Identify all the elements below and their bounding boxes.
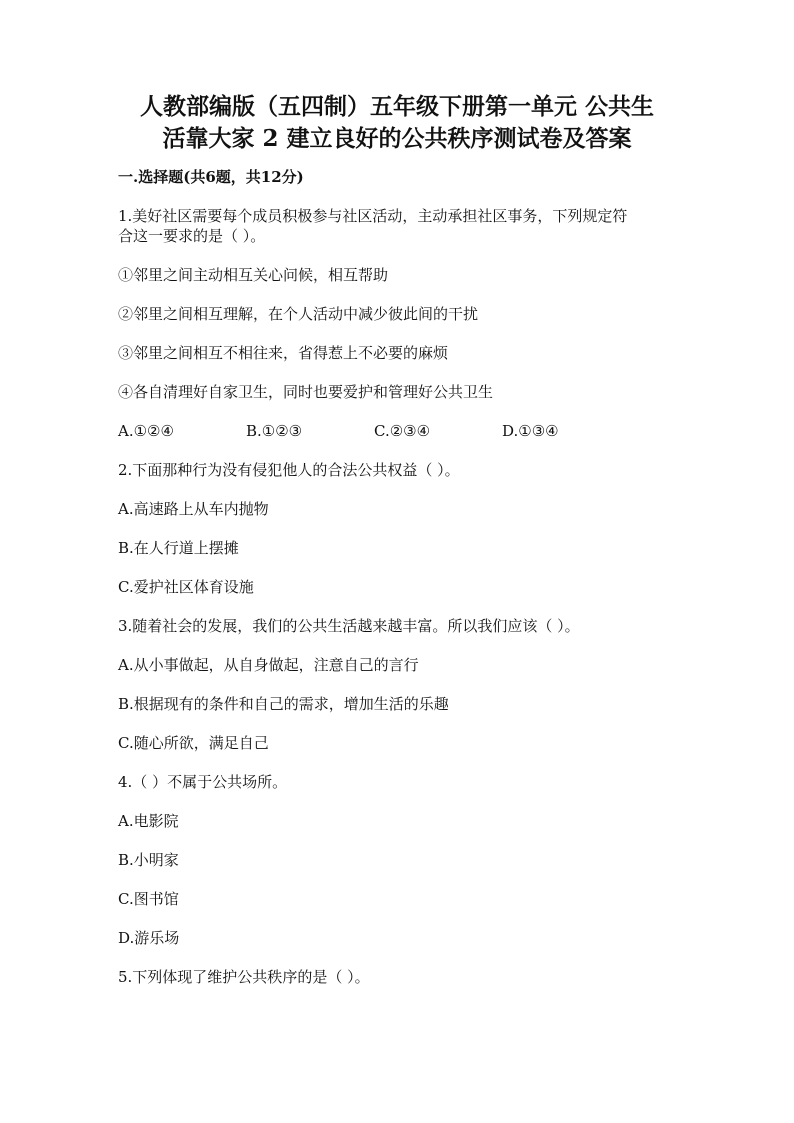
- choice-d: D.①③④: [502, 422, 559, 440]
- document-title: [118, 0, 676, 155]
- question-5-stem: 5.下列体现了维护公共秩序的是（ ）。: [118, 968, 370, 986]
- option-b: B.在人行道上摆摊: [118, 539, 239, 557]
- statement-1: ①邻里之间主动相互关心问候，相互帮助: [118, 266, 389, 284]
- question-1-choices: [118, 421, 676, 441]
- question-1: [118, 206, 676, 441]
- question-4: [118, 772, 676, 948]
- section-heading: 一.选择题(共6题，共12分): [118, 168, 304, 186]
- title-line-2: 活靠大家 2 建立良好的公共秩序测试卷及答案: [162, 125, 632, 152]
- question-1-stem: [118, 206, 676, 246]
- statement-3: ③邻里之间相互不相往来，省得惹上不必要的麻烦: [118, 344, 449, 362]
- choice-b: B.①②③: [246, 422, 303, 440]
- question-2-stem: 2.下面那种行为没有侵犯他人的合法公共权益（ ）。: [118, 461, 460, 479]
- question-stem-line: 合这一要求的是（ ）。: [118, 227, 266, 245]
- option-a: A.从小事做起，从自身做起，注意自己的言行: [118, 656, 419, 674]
- question-stem-line: 1.美好社区需要每个成员积极参与社区活动，主动承担社区事务，下列规定符: [118, 207, 628, 225]
- question-5: [118, 967, 676, 987]
- option-b: B.小明家: [118, 851, 179, 869]
- option-d: D.游乐场: [118, 929, 180, 947]
- option-a: A.高速路上从车内抛物: [118, 500, 269, 518]
- question-3-stem: 3.随着社会的发展，我们的公共生活越来越丰富。所以我们应该（ ）。: [118, 617, 580, 635]
- question-2: [118, 460, 676, 597]
- choice-a: A.①②④: [118, 422, 174, 440]
- option-c: C.图书馆: [118, 890, 179, 908]
- statement-2: ②邻里之间相互理解，在个人活动中减少彼此间的干扰: [118, 305, 479, 323]
- question-3: [118, 616, 676, 753]
- option-a: A.电影院: [118, 812, 179, 830]
- option-c: C.随心所欲，满足自己: [118, 734, 269, 752]
- title-line-1: 人教部编版（五四制）五年级下册第一单元 公共生: [139, 93, 654, 120]
- option-c: C.爱护社区体育设施: [118, 578, 254, 596]
- question-4-stem: 4.（ ）不属于公共场所。: [118, 773, 288, 791]
- choice-c: C.②③④: [374, 422, 431, 440]
- statement-4: ④各自清理好自家卫生，同时也要爱护和管理好公共卫生: [118, 383, 494, 401]
- option-b: B.根据现有的条件和自己的需求，增加生活的乐趣: [118, 695, 449, 713]
